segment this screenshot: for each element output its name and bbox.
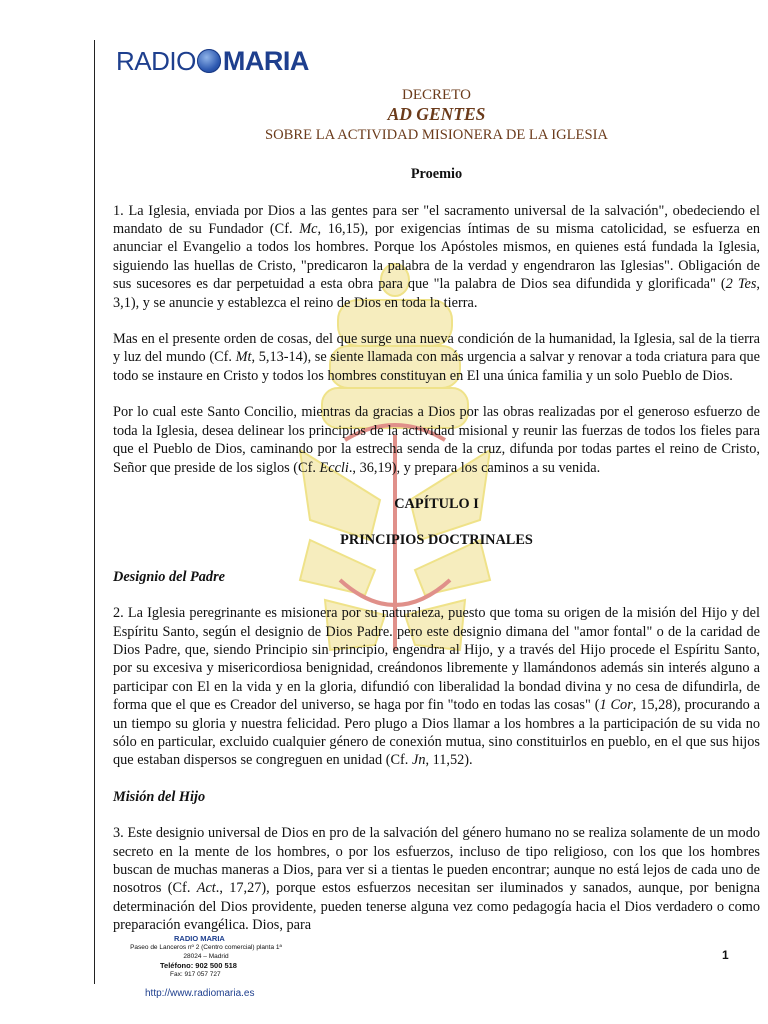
paragraph-1: 1. La Iglesia, enviada por Dios a las gentes para ser "el sacramento universal de la salvación", obedeciendo el mandato de su Fundador (Cf. Mc, 16,15), por exigencias íntimas de su misma catolicidad, se esfuerza en anunciar el Evangelio a todos los hombres. Porque los Apóstoles mismos, en quienes está fundada la Iglesia, siguiendo las huellas de Cristo, "predicaron la palabra de la verdad y engendraron las Iglesias". Obligación de sus sucesores es dar perpetuidad a esta obra para que "la palabra de Dios sea difundida y glorificada" (2 Tes, 3,1), y se anuncie y establezca el reino de Dios en toda la tierra. [113,202,760,311]
paragraph-5: 3. Este designio universal de Dios en pro de la salvación del género humano no se realiza solamente de un modo secreto en la mente de los hombres, o por los esfuerzos, incluso de tipo religioso, con los que los hombres buscan de muchas maneras a Dios, para ver si a tientas le pueden encontrar; aunque no está lejos de cada uno de nosotros (Cf. Act., 17,27), porque estos esfuerzos necesitan ser iluminados y sanados, aunque, por benigna determinación del Dios providente, pueden tenerse alguna vez como pedagogía hacia el Dios verdadero o como preparación evangélica. Dios, para [113,825,760,934]
section-heading-proemio: Proemio [410,166,463,183]
footer-fax: Fax: 917 057 727 [170,971,221,978]
chapter-heading: CAPÍTULO I [394,495,479,512]
footer-website-link[interactable]: http://www.radiomaria.es [145,988,255,999]
document-subtitle: SOBRE LA ACTIVIDAD MISIONERA DE LA IGLESIA [265,126,608,143]
decree-label: DECRETO [402,87,471,103]
document-title: AD GENTES [387,104,486,125]
paragraph-3: Por lo cual este Santo Concilio, mientras da gracias a Dios por las obras realizadas por el generoso esfuerzo de toda la Iglesia, desea delinear los principios de la actividad misional y reunir las fuerzas de todos los fieles para que el Pueblo de Dios, caminando por la estrecha senda de la cruz, difunda por todas partes el reino de Cristo, Señor que preside de los siglos (Cf. Eccli., 36,19), y prepara los caminos a su venida. [113,404,760,476]
paragraph-4: 2. La Iglesia peregrinante es misionera por su naturaleza, puesto que toma su origen de la misión del Hijo y del Espíritu Santo, según el designio de Dios Padre. pero este designio dimana del "amor fontal" o de la caridad de Dios Padre, que, siendo Principio sin principio, engendra al Hijo, y a través del Hijo procede el Espíritu Santo, por su excesiva y misericordiosa benignidad, creándonos libremente y llamándonos además sin interés alguno a participar con El en la vida y en la gloria, difundió con liberalidad la bondad divina y no cesa de difundirla, de forma que el que es Creador del universo, se haga por fin "todo en todas las cosas" (1 Cor, 15,28), procurando a un tiempo su gloria y nuestra felicidad. Pero plugo a Dios llamar a los hombres a la participación de su vida no sólo en particular, excluido cualquier género de conexión mutua, sino constituirlos en pueblo, en el que sus hijos que estaban dispersos se congreguen en unidad (Cf. Jn, 11,52). [113,605,760,769]
paragraph-2: Mas en el presente orden de cosas, del que surge una nueva condición de la humanidad, la Iglesia, sal de la tierra y luz del mundo (Cf. Mt, 5,13-14), se siente llamada con más urgencia a salvar y renovar a toda criatura para que todo se instaure en Cristo y todos los hombres constituyan en El una única familia y un solo Pueblo de Dios. [113,331,760,384]
footer-address-line-1: Paseo de Lanceros nº 2 (Centro comercial) planta 1ª [130,944,282,951]
document-body [113,82,760,935]
section-heading-designio: Designio del Padre [113,568,225,585]
footer-address-line-2: 28024 – Madrid [183,952,229,960]
globe-icon [197,49,221,73]
logo-word-radio: RADIO [116,45,196,76]
logo-word-maria: MARIA [222,45,309,76]
radio-maria-logo [116,44,309,78]
section-heading-mision: Misión del Hijo [113,788,206,805]
chapter-title: PRINCIPIOS DOCTRINALES [340,532,533,549]
footer-phone: Teléfono: 902 500 518 [160,961,237,970]
footer-address [106,944,306,961]
margin-rule [94,40,95,984]
page-number: 1 [722,948,729,962]
footer-org-name: RADIO MARIA [174,934,225,943]
